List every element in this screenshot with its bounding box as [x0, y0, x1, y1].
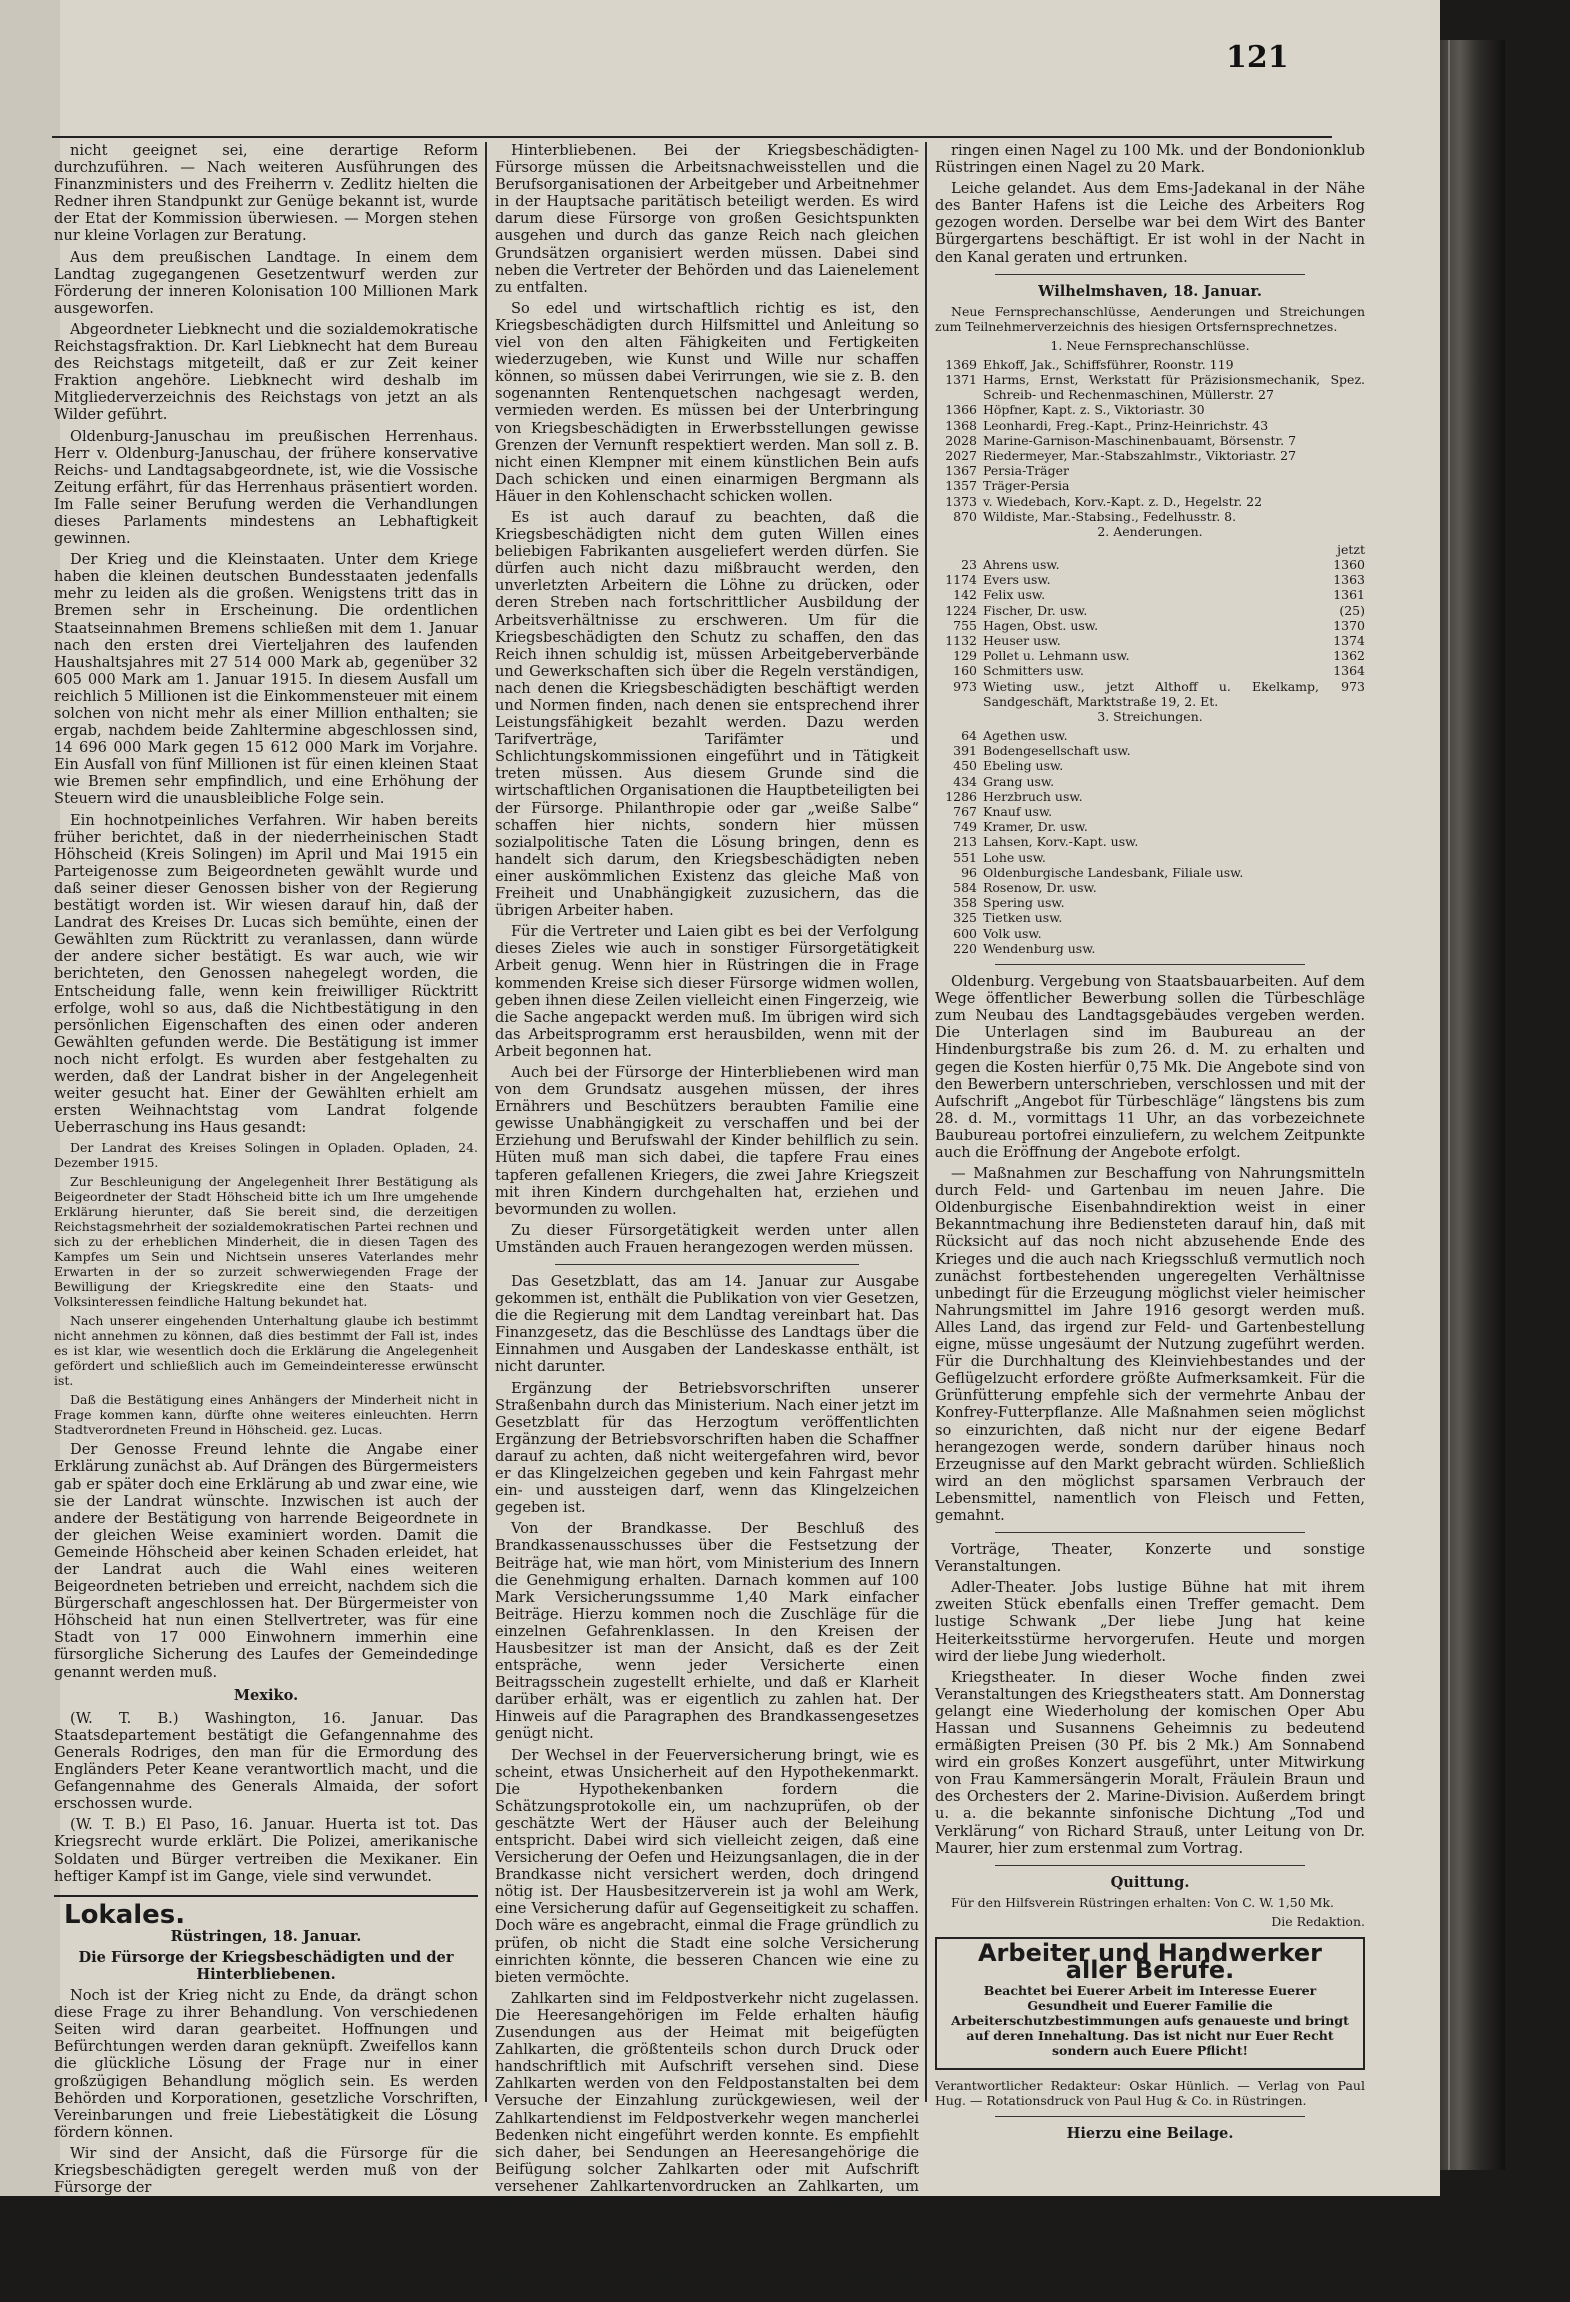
subscriber-name: Ebeling usw. [983, 758, 1064, 774]
changes-table [935, 557, 1365, 709]
phone-number: 391 [953, 743, 977, 759]
new-phone-number: 1362 [1333, 648, 1365, 664]
subscriber-name: Persia-Träger [983, 463, 1070, 479]
article-paragraph: Der Landrat des Kreises Solingen in Opladen. Opladen, 24. Dezember 1915. [54, 1140, 478, 1171]
lokales-headline: Die Fürsorge der Kriegsbeschädigten und der Hinterbliebenen. [78, 1948, 454, 1983]
phone-entry-row [935, 865, 1365, 880]
lokales-dateline: Rüstringen, 18. Januar. [170, 1927, 362, 1945]
section-rule [555, 1264, 859, 1265]
phone-entry-row [935, 850, 1365, 865]
changes-now-label: jetzt [1337, 541, 1365, 557]
phone-number: 600 [953, 925, 977, 941]
column-2 [495, 142, 919, 2302]
phone-entry-row [935, 433, 1365, 448]
phone-number: 96 [961, 864, 977, 880]
subscriber-name: Kramer, Dr. usw. [983, 819, 1088, 835]
phone-number: 358 [953, 895, 977, 911]
article-paragraph: Ein hochnotpeinliches Verfahren. Wir haben bereits früher berichtet, daß in der niederrheinischen Stadt Höhscheid (Kreis Solingen) im April und Mai 1915 ein Parteigenosse zum Beigeordneten gewählt wurde und daß seiner dieser Genossen bisher von der Regierung bestätigt worden ist. Wir wiesen darauf hin, daß der Landrat des Kreises Dr. Lucas sich bemühte, einen der Gewählten zum Rücktritt zu veranlassen, dann würde der andere sicher bestätigt. Es war auch, wie wir berichteten, den Genossen nahegelegt worden, die Entscheidung falle, wenn kein freiwilliger Rücktritt erfolge, wohl so aus, daß die Nichtbestätigung in den persönlichen Eigenschaften des einen oder anderen Gewählten gefunden werde. Die Bestätigung ist immer noch nicht erfolgt. Es wurden aber festgehalten zu werden, daß der Landrat bisher in der Angelegenheit weiter gesucht hat. Einer der Gewählten erhielt am ersten Weihnachtstag vom Landrat folgende Ueberraschung ins Haus gesandt: [54, 811, 478, 1137]
article-paragraph: Zahlkarten sind im Feldpostverkehr nicht zugelassen. Die Heeresangehörigen im Felde erhalten häufig Zusendungen aus der Heimat mit beigefügten Zahlkarten, die größtenteils schon durch Druck oder handschriftlich mit Aufschrift versehen sind. Diese Zahlkarten werden von den Feldpostanstalten bei dem Versuche der Einzahlung zurückgewiesen, weil der Zahlkartendienst im Feldpostverkehr wegen mancherlei Bedenken nicht eingeführt werden konnte. Es empfiehlt sich daher, bei Sendungen an Heeresangehörige die Beifügung solcher Zahlkarten oder mit Aufschrift versehener Zahlkartenvordrucken an Zahlkarten, um zweckmäßig handeln ist die Ueberhauptung zu Heeresangehörige hingewiesen. [495, 1989, 919, 2230]
phone-entry-row [935, 572, 1365, 587]
article-paragraph: Leiche gelandet. Aus dem Ems-Jadekanal in der Nähe des Banter Hafens ist die Leiche des Arbeiters Rog gezogen worden. Derselbe war bei dem Wirt des Banter Bürgergartens beschäftigt. Er ist wohl in der Nacht in den Kanal geraten und ertrunken. [935, 180, 1365, 266]
ad-text: Beachtet bei Euerer Arbeit im Interesse Euerer Gesundheit und Euerer Familie die Arbeiterschutzbestimmungen aufs genaueste und bringt auf deren Innehaltung. Das ist nicht nur Euer Recht sondern auch Euere Pflicht! [951, 1983, 1349, 2059]
subscriber-name: Wieting usw., jetzt Althoff u. Ekelkamp, Sandgeschäft, Marktstraße 19, 2. Et. [983, 678, 1319, 709]
subscriber-name: Tietken usw. [983, 910, 1063, 926]
section-rule [995, 1865, 1305, 1866]
subscriber-name: Riedermeyer, Mar.-Stabszahlmstr., Viktoriastr. 27 [983, 447, 1297, 463]
quittung-signature: Die Redaktion. [1271, 1913, 1365, 1929]
imprint: Verantwortlicher Redakteur: Oskar Hünlich. — Verlag von Paul Hug. — Rotationsdruck von Paul Hug & Co. in Rüstringen. [935, 2078, 1365, 2109]
article-paragraph: Der Krieg und die Kleinstaaten. Unter dem Kriege haben die kleinen deutschen Bundesstaaten jedenfalls mehr zu leiden als die großen. Wenigstens tritt das in Bremen sehr in Erscheinung. Die ordentlichen Staatseinnahmen Bremens schließen mit dem 1. Januar nach den ersten drei Vierteljahren des laufenden Haushaltsjahres mit 27 514 000 Mark ab, gegenüber 32 605 000 Mark am 1. Januar 1915. In diesem Ausfall um reichlich 5 Millionen ist die Einkommensteuer mit einem solchen von nicht mehr als einer Million enthalten; sie ergab, nachdem beide Zahltermine abgeschlossen sind, 14 696 000 Mark gegen 15 612 000 Mark im Vorjahre. Ein Ausfall von fünf Millionen ist für einen kleinen Staat wie Bremen sehr empfindlich, und eine Erhöhung der Steuern wird die unausbleibliche Folge sein. [54, 551, 478, 808]
phone-entry-row [935, 663, 1365, 678]
deletions-table [935, 728, 1365, 956]
phone-list-section-1: 1. Neue Fernsprechanschlüsse. [1050, 337, 1250, 353]
subscriber-name: Ehkoff, Jak., Schiffsführer, Roonstr. 119 [983, 356, 1234, 372]
phone-entry-row [935, 774, 1365, 789]
subscriber-name: Harms, Ernst, Werkstatt für Präzisionsmechanik, Spez. Schreib- und Rechenmaschinen, Müllerstr. 27 [983, 371, 1365, 403]
article-paragraph: Nach unserer eingehenden Unterhaltung glaube ich bestimmt nicht annehmen zu können, daß dies bestimmt der Fall ist, indes es ist klar, wie wesentlich doch die Erklärung die Angelegenheit gefördert und schließlich auch im Gemeindeinteresse erwünscht ist. [54, 1313, 478, 1389]
new-phone-number: 1360 [1333, 556, 1365, 572]
article-paragraph: (W. T. B.) Washington, 16. Januar. Das Staatsdepartement bestätigt die Gefangennahme des Generals Rodriges, den man für die Ermordung des Engländers Peter Keane verantwortlich macht, und die Gefangennahme des Generals Almaida, der sofort erschossen wurde. [54, 1709, 478, 1813]
quittung-title: Quittung. [1110, 1873, 1190, 1891]
wilhelmshaven-title: Wilhelmshaven, 18. Januar. [1038, 282, 1262, 300]
subscriber-name: Marine-Garnison-Maschinenbauamt, Börsenstr. 7 [983, 432, 1297, 448]
subscriber-name: Evers usw. [983, 572, 1051, 588]
phone-number: 1368 [945, 417, 977, 433]
new-phone-number: 1364 [1333, 663, 1365, 679]
phone-number: 23 [961, 556, 977, 572]
article-paragraph: Von der Brandkasse. Der Beschluß des Brandkassenausschusses über die Festsetzung der Beiträge hat, wie man hört, vom Ministerium des Innern die Genehmigung erhalten. Darnach kommen auf 100 Mark Versicherungssumme 1,40 Mark einfacher Beiträge. Hierzu kommen noch die Zuschläge für die einzelnen Gefahrenklassen. In den Kreisen der Hausbesitzer ist man der Ansicht, daß es der Zeit entspräche, wenn jeder Versicherte einen Beitragsschein zugestellt erhielte, und daß er Klarheit darüber erhält, was er eigentlich zu zahlen hat. Der Hinweis auf die Paragraphen des Brandkassengesetzes genügt nicht. [495, 1520, 919, 1743]
phone-number: 434 [953, 773, 977, 789]
phone-entry-row [935, 648, 1365, 663]
article-paragraph: Für den Eisernen Friesen stifteten die städtischen Beamten und Angestellten von Rüstringen einen Nagel zu 300 Mk., die Schmiede- und Schlosserzwangsinnung Rüst- [495, 2233, 919, 2302]
article-paragraph: Es ist auch darauf zu beachten, daß die Kriegsbeschädigten nicht dem guten Willen eines beliebigen Fabrikanten ausgeliefert werden dürfen. Sie dürfen auch nicht dazu mißbraucht werden, den unverletzten Arbeitern die Löhne zu drücken, oder deren Streben nach fortschrittlicher Ausbildung der Arbeitsverhältnisse zu erschweren. Um für die Kriegsbeschädigten den Schutz zu schaffen, den das Reich ihnen schuldig ist, müssen Arbeitgeberverbände und Gewerkschaften sich über die Regeln verständigen, nach denen die Kriegsbeschädigten beschäftigt werden und Normen finden, nach denen sie entsprechend ihrer Leistungsfähigkeit bezahlt werden. Dazu werden Tarifverträge, Tarifämter und Schlichtungskommissionen eingeführt und in Tätigkeit treten müssen. Aus diesem Grunde sind die wirtschaftlichen Organisationen die Hauptbeteiligten bei der Fürsorge. Philanthropie oder gar „weiße Salbe“ schaffen hier nichts, sondern hier müssen sozialpolitische Taten die Lösung bringen, denn es handelt sich darum, den Kriegsbeschädigten neben einer auskömmlichen Existenz das gleiche Maß von Freiheit und Unabhängigkeit zuzusichern, das die übrigen Arbeiter haben. [495, 508, 919, 920]
subscriber-name: Knauf usw. [983, 804, 1053, 820]
lokales-paragraph: Noch ist der Krieg nicht zu Ende, da drängt schon diese Frage zu ihrer Behandlung. Von verschiedenen Seiten wird daran gearbeitet. Hoffnungen und Befürchtungen werden daran geknüpft. Zweifellos kann die glückliche Lösung der Frage nur in einer großzügigen Behandlung möglich sein. Es werden Behörden und Korporationen, gesetzliche Vorschriften, Vereinbarungen und freie Liebestätigkeit die Lösung fördern können. [54, 1987, 478, 2141]
section-rule [995, 964, 1305, 965]
article-paragraph: Abgeordneter Liebknecht und die sozialdemokratische Reichstagsfraktion. Dr. Karl Liebknecht hat dem Bureau des Reichstags mitgeteilt, daß er zur Zeit keiner Fraktion angehöre. Liebknecht wird deshalb im Mitgliederverzeichnis des Reichstags von jetzt an als Wilder geführt. [54, 320, 478, 424]
phone-number: 1367 [945, 463, 977, 479]
new-phone-number: 1374 [1333, 633, 1365, 648]
subscriber-name: Lohe usw. [983, 849, 1046, 865]
phone-list-intro: Neue Fernsprechanschlüsse, Aenderungen und Streichungen zum Teilnehmerverzeichnis des hiesigen Ortsfernsprechnetzes. [935, 303, 1365, 334]
column-1 [54, 142, 478, 2197]
subscriber-name: Höpfner, Kapt. z. S., Viktoriastr. 30 [983, 402, 1205, 418]
phone-number: 220 [953, 940, 977, 956]
phone-entry-row [935, 679, 1365, 709]
subscriber-name: Heuser usw. [983, 633, 1061, 648]
phone-number: 1366 [945, 402, 977, 418]
phone-entry-row [935, 804, 1365, 819]
quittung-text: Für den Hilfsverein Rüstringen erhalten: Von C. W. 1,50 Mk. [951, 1894, 1335, 1910]
article-paragraph: Zur Beschleunigung der Angelegenheit Ihrer Bestätigung als Beigeordneter der Stadt Höhscheid bitte ich um Ihre umgehende Erklärung hierunter, daß Sie bereit sind, die derzeitigen Reichstagsmehrheit der sozialdemokratischen Partei rechnen und sich zu der erheblichen Minderheit, die in diesen Tagen des Kampfes um Sein und Nichtsein unseres Vaterlandes mehr Erwarten in der so zurzeit schwerwiegenden Frage der Bewilligung der Kriegskredite eine den Staats- und Volksinteressen feindliche Haltung bekundet hat. [54, 1174, 478, 1310]
phone-entry-row [935, 926, 1365, 941]
new-phone-number: 1370 [1333, 617, 1365, 633]
phone-number: 64 [961, 728, 977, 744]
phone-number: 1371 [945, 371, 977, 387]
article-paragraph: Daß die Bestätigung eines Anhängers der Minderheit nicht in Frage kommen kann, dürfte ohne weiteres einleuchten. Herrn Stadtverordneten Freund in Höhscheid. gez. Lucas. [54, 1392, 478, 1438]
phone-number: 450 [953, 758, 977, 774]
phone-entry-row [935, 494, 1365, 509]
subscriber-name: v. Wiedebach, Korv.-Kapt. z. D., Hegelstr. 22 [983, 493, 1263, 509]
subscriber-name: Leonhardi, Freg.-Kapt., Prinz-Heinrichstr. 43 [983, 417, 1269, 433]
phone-entry-row [935, 557, 1365, 572]
section-rule [995, 1532, 1305, 1533]
column-3 [935, 142, 1365, 2142]
phone-number: 2028 [945, 432, 977, 448]
article-paragraph: So edel und wirtschaftlich richtig es ist, den Kriegsbeschädigten durch Hilfsmittel und Anleitung so viel von den alten Fähigkeiten und Fertigkeiten wiederzugeben, wie Kunst und Wille nur schaffen können, so müssen dabei Verirrungen, wie sie z. B. den sogenannten Rentenquetschen nachgesagt werden, vermieden werden. Es müssen bei der Unterbringung von Kriegsbeschädigten in Erwerbsstellungen gewisse Grenzen der Vernunft respektiert werden. Man soll z. B. nicht einen Klempner mit einem künstlichen Bein aufs Dach schicken und einen einarmigen Bergmann als Häuer in den Kohlenschacht schicken wollen. [495, 299, 919, 505]
phone-entry-row [935, 372, 1365, 402]
phone-entry-row [935, 910, 1365, 925]
phone-entry-row [935, 895, 1365, 910]
subscriber-name: Felix usw. [983, 587, 1046, 603]
phone-number: 1369 [945, 356, 977, 372]
supplement-note: Hierzu eine Beilage. [1066, 2125, 1234, 2143]
page-number: 121 [1226, 40, 1289, 75]
phone-entry-row [935, 509, 1365, 524]
column-2-articles [495, 142, 919, 2302]
new-connections-table [935, 357, 1365, 524]
new-phone-number: 973 [1341, 678, 1365, 694]
phone-number: 755 [953, 617, 977, 633]
phone-number: 1357 [945, 478, 977, 494]
article-paragraph: Vorträge, Theater, Konzerte und sonstige Veranstaltungen. [935, 1541, 1365, 1576]
subscriber-name: Fischer, Dr. usw. [983, 602, 1088, 618]
column-3-top-articles [935, 142, 1365, 266]
phone-number: 551 [953, 849, 977, 865]
phone-list-section-3: 3. Streichungen. [1097, 709, 1203, 725]
article-paragraph: Oldenburg. Vergebung von Staatsbauarbeiten. Auf dem Wege öffentlicher Bewerbung sollen die Türbeschläge zum Neubau des Landtagsgebäudes vergeben werden. Die Unterlagen sind im Baubureau an der Hindenburgstraße bis zum 26. d. M. zu erhalten und gegen die Kosten hierfür 0,75 Mk. Die Angebote sind von den Bewerbern unterschrieben, verschlossen und mit der Aufschrift „Angebot für Türbeschläge“ längstens bis zum 28. d. M., vormittags 11 Uhr, an das vorbezeichnete Baubureau portofrei einzuliefern, zu welchem Zeitpunkte auch die Eröffnung der Angebote erfolgt. [935, 973, 1365, 1161]
section-rule [995, 274, 1305, 275]
phone-entry-row [935, 789, 1365, 804]
phone-number: 870 [953, 508, 977, 524]
article-paragraph: Oldenburg-Januschau im preußischen Herrenhaus. Herr v. Oldenburg-Januschau, der frühere konservative Reichs- und Landtagsabgeordnete, ist, wie die Vossische Zeitung erfährt, für das Herrenhaus präsentiert worden. Im Falle seiner Berufung werden die Verhandlungen dieses Parlaments mindestens an Lebhaftigkeit gewinnen. [54, 427, 478, 548]
article-paragraph: Aus dem preußischen Landtage. In einem dem Landtag zugegangenen Gesetzentwurf werden zur Förderung der inneren Kolonisation 100 Millionen Mark ausgeworfen. [54, 248, 478, 317]
phone-number: 129 [953, 648, 977, 664]
advertisement-box [935, 1937, 1365, 2070]
article-paragraph: Auch bei der Fürsorge der Hinterbliebenen wird man von dem Grundsatz ausgehen müssen, der ihres Ernährers und Beschützers beraubten Familie eine gewisse Unabhängigkeit zu verschaffen und bei der Erziehung und Berufswahl der Kinder behilflich zu sein. Hüten muß man sich dabei, die tapfere Frau eines tapferen gefallenen Kriegers, die zwei Jahre Kriegszeit mit ihren Kindern durchgehalten hat, erziehen und bevormunden zu wollen. [495, 1063, 919, 1218]
phone-number: 142 [953, 587, 977, 603]
phone-number: 325 [953, 910, 977, 926]
phone-number: 1132 [945, 633, 977, 648]
header-rule [52, 136, 1332, 138]
phone-entry-row [935, 758, 1365, 773]
subscriber-name: Ahrens usw. [983, 556, 1060, 572]
new-phone-number: 1363 [1333, 572, 1365, 588]
phone-entry-row [935, 603, 1365, 618]
phone-number: 1373 [945, 493, 977, 509]
phone-entry-row [935, 357, 1365, 372]
article-paragraph: Das Gesetzblatt, das am 14. Januar zur Ausgabe gekommen ist, enthält die Publikation von vier Gesetzen, die die Regierung mit dem Landtag vereinbart hat. Das Finanzgesetz, das die Beschlüsse des Landtags über die Einnahmen und Ausgaben der Landeskasse enthält, ist nicht darunter. [495, 1273, 919, 1376]
phone-entry-row [935, 834, 1365, 849]
section-rule [995, 2116, 1305, 2117]
subscriber-name: Lahsen, Korv.-Kapt. usw. [983, 834, 1139, 850]
article-paragraph: (W. T. B.) El Paso, 16. Januar. Huerta ist tot. Das Kriegsrecht wurde erklärt. Die Polizei, amerikanische Soldaten und Bürger vertreiben die Mexikaner. Ein heftiger Kampf ist im Gange, viele sind verwundet. [54, 1816, 478, 1885]
subscriber-name: Pollet u. Lehmann usw. [983, 648, 1130, 664]
column-3-bottom-articles [935, 973, 1365, 1857]
phone-entry-row [935, 728, 1365, 743]
article-paragraph: nicht geeignet sei, eine derartige Reform durchzuführen. — Nach weiteren Ausführungen des Finanzministers und des Freiherrn v. Zedlitz hielten die Redner ihren Standpunkt zur Genüge bekannt ist, wurde der Etat der Kommission überwiesen. — Morgen stehen nur kleine Vorlagen zur Beratung. [54, 142, 478, 245]
phone-entry-row [935, 478, 1365, 493]
subscriber-name: Rosenow, Dr. usw. [983, 880, 1097, 896]
phone-number: 213 [953, 834, 977, 850]
article-paragraph: Zu dieser Fürsorgetätigkeit werden unter allen Umständen auch Frauen herangezogen werden müssen. [495, 1221, 919, 1256]
phone-entry-row [935, 819, 1365, 834]
phone-entry-row [935, 743, 1365, 758]
article-paragraph: Ergänzung der Betriebsvorschriften unserer Straßenbahn durch das Ministerium. Nach einer jetzt im Gesetzblatt für das Herzogtum veröffentlichten Ergänzung der Betriebsvorschriften haben die Schaffner darauf zu achten, daß nicht weitergefahren wird, bevor er das Klingelzeichen gegeben und kein Fahrgast mehr ein- und aussteigen darf, wenn das Klingelzeichen gegeben ist. [495, 1379, 919, 1517]
subscriber-name: Wildiste, Mar.-Stabsing., Fedelhusstr. 8. [983, 508, 1237, 524]
phone-number: 1174 [945, 572, 977, 588]
phone-entry-row [935, 418, 1365, 433]
subscriber-name: Schmitters usw. [983, 663, 1084, 679]
phone-entry-row [935, 618, 1365, 633]
subscriber-name: Volk usw. [983, 925, 1042, 941]
phone-number: 160 [953, 663, 977, 679]
article-paragraph: Der Wechsel in der Feuerversicherung bringt, wie es scheint, etwas Unsicherheit auf den Hypothekenmarkt. Die Hypothekenbanken fordern die Schätzungsprotokolle ein, um nachzuprüfen, ob der geschätzte Wert der Häuser auch der Beleihung entspricht. Dabei wird sich vielleicht zeigen, daß eine Versicherung der Oefen und Heizungsanlagen, die in der Brandkasse nicht versichert werden, doch dringend nötig ist. Der Hausbesitzerverein ist ja wohl am Werk, eine Versicherung dafür auf Gegenseitigkeit zu schaffen. Doch wäre es angebracht, einmal die Frage gründlich zu prüfen, ob nicht die Stadt eine solche Versicherung einrichten könnte, die besseren Chancen wie eine zu bieten vermöchte. [495, 1746, 919, 1986]
article-paragraph: Für die Vertreter und Laien gibt es bei der Verfolgung dieses Zieles wie auch in sonstiger Fürsorgetätigkeit Arbeit genug. Wenn hier in Rüstringen die in Frage kommenden Kreise sich dieser Fürsorge widmen wollen, geben ihnen diese Zeilen vielleicht einen Fingerzeig, wie die Sache angepackt werden muß. Im übrigen wird sich das Arbeitsprogramm erst herausbilden, wenn mit der Arbeit begonnen hat. [495, 923, 919, 1060]
phone-entry-row [935, 941, 1365, 956]
section-heading: Mexiko. [233, 1686, 299, 1704]
article-paragraph: ringen einen Nagel zu 100 Mk. und der Bondonionklub Rüstringen einen Nagel zu 20 Mark. [935, 142, 1365, 177]
column-rule-2 [925, 142, 927, 2102]
phone-list-section-2: 2. Aenderungen. [1097, 523, 1203, 539]
subscriber-name: Agethen usw. [983, 728, 1068, 744]
subscriber-name: Wendenburg usw. [983, 940, 1096, 956]
lokales-paragraph: Wir sind der Ansicht, daß die Fürsorge für die Kriegsbeschädigten geregelt werden muß von der Fürsorge der [54, 2144, 478, 2197]
subscriber-name: Herzbruch usw. [983, 788, 1083, 804]
phone-entry-row [935, 880, 1365, 895]
book-binding [1440, 40, 1505, 2170]
lokales-title: Lokales. [64, 1899, 186, 1930]
phone-number: 767 [953, 804, 977, 820]
article-paragraph: — Maßnahmen zur Beschaffung von Nahrungsmitteln durch Feld- und Gartenbau im neuen Jahre. Die Oldenburgische Eisenbahndirektion weist in einer Bekanntmachung ihre Bediensteten darauf hin, daß mit Rücksicht auf das noch nicht abzusehende Ende des Krieges und die auch nach Kriegsschluß vermutlich noch zunächst fortbestehenden ungeregelten Verhältnisse unbedingt für die Erzeugung möglichst vieler heimischer Nahrungsmittel im Jahre 1916 gesorgt werden muß. Alles Land, das irgend zur Feld- und Gartenbestellung eigne, müsse ungesäumt der Nutzung zugeführt werden. Für die Durchhaltung des Kleinviehbestandes und der Geflügelzucht erfordere größte Aufmerksamkeit. Für die Grünfütterung empfehle sich der vermehrte Anbau der Konfrey-Futterpflanze. Alle Maßnahmen seien möglichst so einzurichten, daß nicht nur der eigene Bedarf herangezogen werde, sondern darüber hinaus noch Erzeugnisse auf den Markt gebracht würden. Schließlich wird an den möglichst sparsamen Verbrauch der Lebensmittel, namentlich von Fleisch und Fetten, gemahnt. [935, 1165, 1365, 1524]
phone-entry-row [935, 402, 1365, 417]
column-1-articles [54, 142, 478, 1885]
phone-number: 1286 [945, 788, 977, 804]
article-paragraph: Kriegstheater. In dieser Woche finden zwei Veranstaltungen des Kriegstheaters statt. Am Donnerstag gelangt eine Wiederholung der komischen Oper Abu Hassan und Susannens Geheimnis zu bedeutend ermäßigten Preisen (30 Pf. bis 2 Mk.) Am Sonnabend wird ein großes Konzert ausgeführt, unter Mitwirkung von Frau Kammersängerin Moralt, Fräulein Braun und des Orchesters der 2. Marine-Division. Außerdem bringt u. a. die bekannte sinfonische Dichtung „Tod und Verklärung“ von Richard Strauß, unter Leitung von Dr. Maurer, hier zum erstenmal zum Vortrag. [935, 1668, 1365, 1857]
phone-entry-row [935, 448, 1365, 463]
phone-entry-row [935, 463, 1365, 478]
phone-number: 1224 [945, 602, 977, 618]
phone-entry-row [935, 587, 1365, 602]
article-paragraph: Der Genosse Freund lehnte die Angabe einer Erklärung zunächst ab. Auf Drängen des Bürgermeisters gab er später doch eine Erklärung ab und zwar eine, wie sie der Landrat wünschte. Inzwischen ist auch der andere der Bestätigung von harrende Beigeordnete in der gleichen Weise examiniert worden. Damit die Gemeinde Höhscheid aber keinen Schaden erleidet, hat der Landrat auch die Wahl eines weiteren Beigeordneten betrieben und erreicht, nachdem sich die Bürgerschaft angeschlossen hat. Der Bürgermeister von Höhscheid hat nun einen Stellvertreter, was für eine Stadt von 17 000 Einwohnern immerhin eine fürsorgliche Sicherung des Laufes der Gemeindedinge genannt werden muß. [54, 1441, 478, 1681]
subscriber-name: Oldenburgische Landesbank, Filiale usw. [983, 864, 1244, 880]
phone-number: 2027 [945, 447, 977, 463]
article-paragraph: Adler-Theater. Jobs lustige Bühne hat mit ihrem zweiten Stück ebenfalls einen Treffer gemacht. Dem lustige Schwank „Der liebe Jung hat keine Heiterkeitsstürme hervorgerufen. Heute und morgen wird der liebe Jung wiederholt. [935, 1579, 1365, 1665]
column-rule-1 [485, 142, 487, 2102]
ad-title: Arbeiter und Handwerker aller Berufe. [977, 1938, 1322, 1984]
phone-number: 749 [953, 819, 977, 835]
subscriber-name: Hagen, Obst. usw. [983, 617, 1099, 633]
new-phone-number: 1361 [1333, 587, 1365, 603]
subscriber-name: Spering usw. [983, 895, 1065, 911]
subscriber-name: Grang usw. [983, 773, 1055, 789]
phone-number: 973 [953, 678, 977, 694]
phone-number: 584 [953, 880, 977, 896]
page-edge-shadow [0, 0, 60, 2196]
section-rule [54, 1895, 478, 1897]
phone-entry-row [935, 633, 1365, 648]
new-phone-number: (25) [1339, 602, 1365, 618]
subscriber-name: Bodengesellschaft usw. [983, 743, 1131, 759]
article-paragraph: Hinterbliebenen. Bei der Kriegsbeschädigten-Fürsorge müssen die Arbeitsnachweisstellen und die Berufsorganisationen der Arbeitgeber und Arbeitnehmer in der Hauptsache paritätisch beteiligt werden. Es wird darum diese Fürsorge von großen Gesichtspunkten ausgehen und durch das ganze Reich nach gleichen Grundsätzen organisiert werden müssen. Dabei sind neben die Vertreter der Behörden und das Laienelement zu entfalten. [495, 142, 919, 296]
subscriber-name: Träger-Persia [983, 478, 1070, 494]
